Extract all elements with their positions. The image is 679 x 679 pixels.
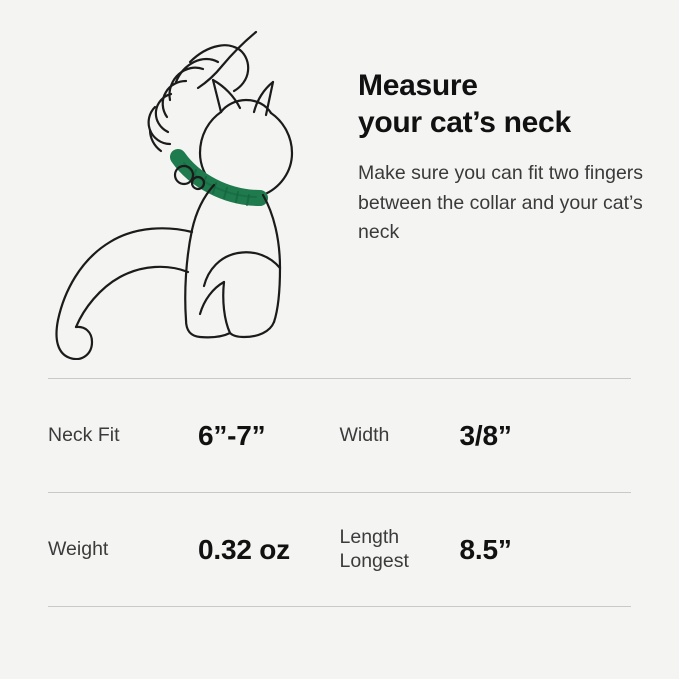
spec-cell-neck-fit	[48, 420, 340, 452]
headline-line-1: Measure	[358, 69, 478, 102]
cat-with-collar-illustration	[8, 20, 348, 360]
spec-cell-length	[340, 526, 632, 573]
spec-label-neck-fit: Neck Fit	[48, 423, 120, 446]
spec-label-length-line-2: Longest	[339, 549, 409, 572]
table-row	[48, 493, 631, 606]
spec-label-length-line-1: Length	[339, 526, 400, 549]
table-row	[48, 379, 631, 492]
headline-copy-block	[358, 68, 658, 248]
spec-label-weight: Weight	[48, 537, 109, 560]
page-title	[358, 68, 658, 141]
spec-label-length	[340, 526, 460, 573]
table-rule-bottom	[48, 606, 631, 607]
spec-value-weight: 0.32 oz	[198, 533, 290, 565]
headline-line-2: your cat’s neck	[358, 105, 571, 139]
spec-value-length: 8.5”	[459, 533, 512, 565]
subcopy-text: Make sure you can fit two fingers between the collar and your cat’s neck	[358, 162, 644, 244]
cat-illustration-svg	[8, 20, 348, 360]
spec-value-width: 3/8”	[459, 419, 512, 451]
spec-cell-weight	[48, 534, 340, 566]
spec-table	[48, 378, 631, 607]
spec-label-width: Width	[339, 423, 390, 446]
spec-value-neck-fit: 6”-7”	[198, 419, 266, 451]
spec-cell-width	[340, 420, 632, 452]
